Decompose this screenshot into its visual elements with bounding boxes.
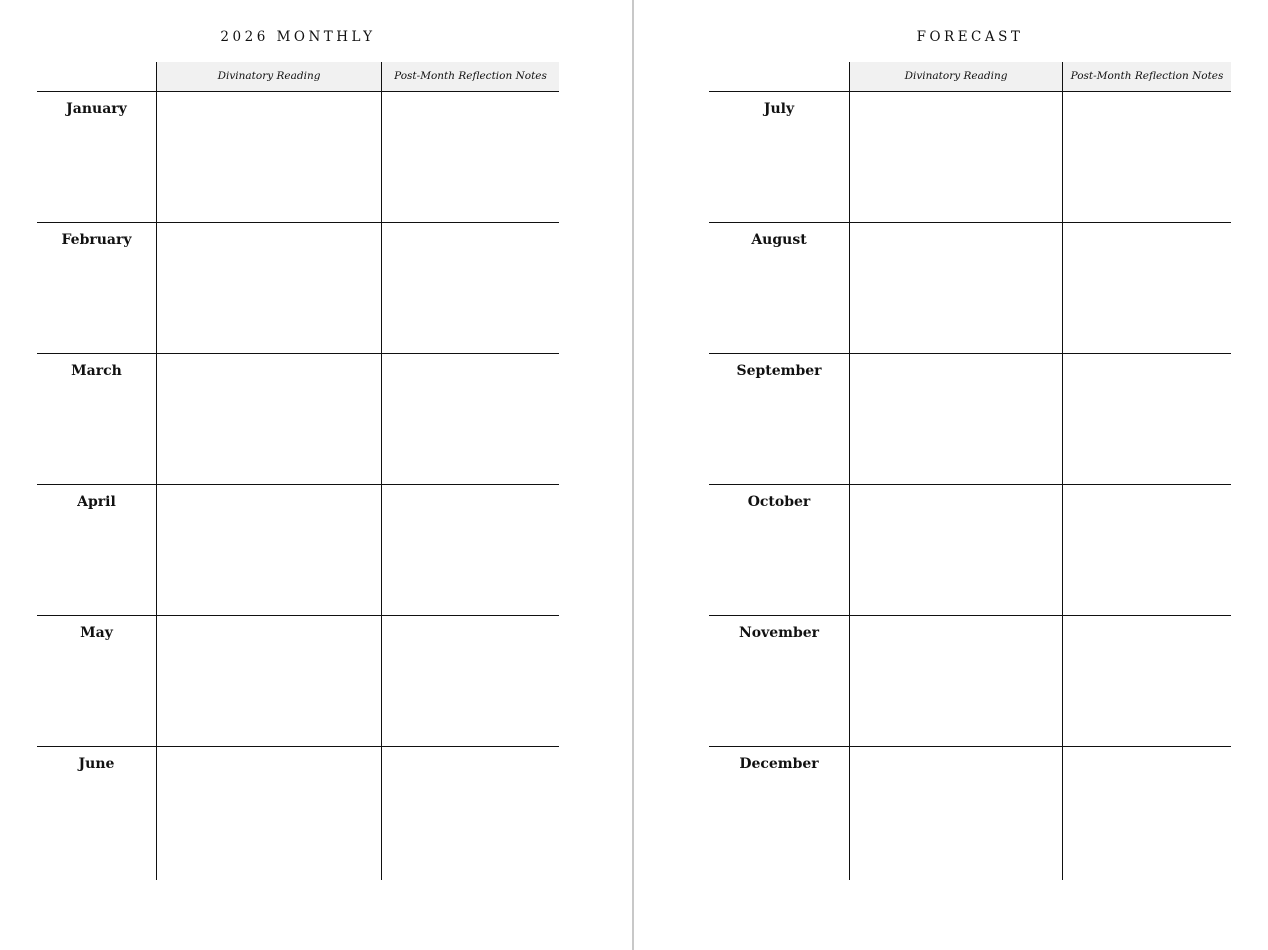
table-row: [37, 747, 559, 880]
month-label: July: [763, 101, 795, 117]
table-row: [709, 485, 1231, 616]
notes-cell[interactable]: [1062, 92, 1231, 222]
month-label: April: [77, 494, 116, 510]
reading-cell[interactable]: [849, 223, 1062, 353]
month-label: February: [61, 232, 132, 248]
notes-cell[interactable]: [381, 616, 559, 746]
table-row: [709, 92, 1231, 223]
notes-cell[interactable]: [1062, 485, 1231, 615]
notes-cell[interactable]: [381, 354, 559, 484]
month-label: September: [736, 363, 822, 379]
table-row: [709, 354, 1231, 485]
table-header-row: [37, 62, 559, 92]
reading-cell[interactable]: [156, 485, 381, 615]
month-label: January: [66, 101, 127, 117]
notes-cell[interactable]: [381, 92, 559, 222]
notes-cell[interactable]: [381, 223, 559, 353]
notes-cell[interactable]: [1062, 747, 1231, 880]
reading-cell[interactable]: [156, 616, 381, 746]
column-header-reflection-notes: Post-Month Reflection Notes: [1062, 62, 1231, 91]
table-row: [37, 92, 559, 223]
reading-cell[interactable]: [156, 747, 381, 880]
table-row: [709, 616, 1231, 747]
notes-cell[interactable]: [1062, 616, 1231, 746]
month-label: November: [738, 625, 820, 641]
reading-cell[interactable]: [849, 92, 1062, 222]
column-header-divinatory-reading: Divinatory Reading: [156, 62, 381, 91]
notes-cell[interactable]: [1062, 223, 1231, 353]
reading-cell[interactable]: [849, 747, 1062, 880]
column-header-divinatory-reading: Divinatory Reading: [849, 62, 1062, 91]
left-page: [0, 0, 632, 950]
month-label: October: [747, 494, 811, 510]
table-row: [37, 485, 559, 616]
forecast-table: [37, 62, 559, 880]
table-header-row: [709, 62, 1231, 92]
page-title: 2026 MONTHLY: [220, 29, 376, 45]
table-row: [37, 354, 559, 485]
column-header-reflection-notes: Post-Month Reflection Notes: [381, 62, 559, 91]
month-label: June: [78, 756, 115, 772]
reading-cell[interactable]: [849, 354, 1062, 484]
month-label: December: [739, 756, 819, 772]
reading-cell[interactable]: [849, 616, 1062, 746]
notes-cell[interactable]: [1062, 354, 1231, 484]
reading-cell[interactable]: [156, 223, 381, 353]
month-label: May: [80, 625, 113, 641]
table-row: [709, 747, 1231, 880]
table-row: [709, 223, 1231, 354]
table-row: [37, 223, 559, 354]
notes-cell[interactable]: [381, 485, 559, 615]
reading-cell[interactable]: [156, 92, 381, 222]
reading-cell[interactable]: [156, 354, 381, 484]
month-label: March: [71, 363, 122, 379]
forecast-table: [709, 62, 1231, 880]
notes-cell[interactable]: [381, 747, 559, 880]
table-row: [37, 616, 559, 747]
reading-cell[interactable]: [849, 485, 1062, 615]
right-page: [634, 0, 1268, 950]
month-label: August: [751, 232, 807, 248]
page-title: FORECAST: [916, 29, 1024, 45]
